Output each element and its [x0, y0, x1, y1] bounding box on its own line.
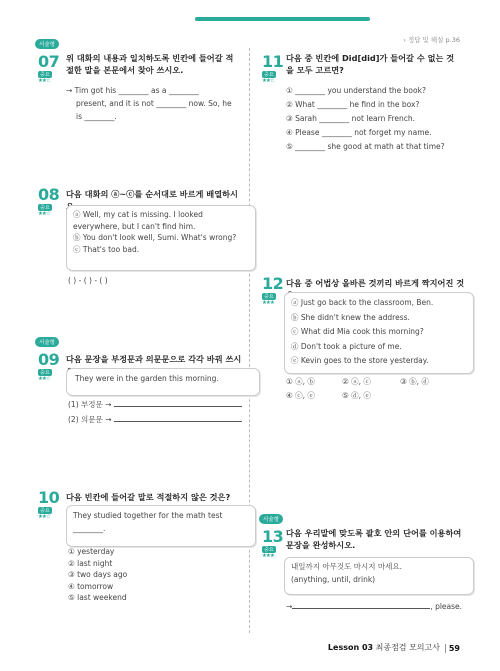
option-1[interactable]: ① yesterday: [68, 547, 115, 556]
options-list: [286, 84, 445, 154]
difficulty-stars: ★★☆: [38, 376, 50, 382]
option-1[interactable]: ① ________ you understand the book?: [286, 86, 426, 95]
option-2[interactable]: ② ⓐ, ⓒ: [342, 377, 371, 386]
question-number: 12: [262, 274, 284, 293]
difficulty-badge: 중요: [264, 547, 274, 553]
difficulty-badge: 중요: [264, 72, 274, 78]
question-text: 다음 중 빈칸에 Did[did]가 들어갈 수 없는 것을 모두 고르면?: [286, 53, 455, 75]
difficulty-badge: 중요: [40, 370, 50, 376]
option-3[interactable]: ③ two days ago: [68, 570, 128, 579]
option-5[interactable]: ⑤ ⓓ, ⓔ: [342, 391, 371, 400]
sentence-box: They were in the garden this morning.: [66, 368, 260, 396]
question-number: 10: [38, 488, 60, 507]
option-1[interactable]: ① ⓐ, ⓑ: [286, 377, 315, 386]
question-number: 07: [38, 52, 60, 71]
answer-area[interactable]: → Tim got his ________ as a ________ present, and it is not ________ now. So, he is ________.: [66, 86, 232, 121]
footer-lesson: Lesson 03 최종점검 모의고사: [327, 643, 440, 652]
question-11: [262, 52, 462, 84]
header-accent-bar: [195, 17, 370, 21]
option-5[interactable]: ⑤ ________ she good at math at that time?: [286, 142, 445, 151]
difficulty-stars: ★★☆: [38, 78, 50, 84]
question-text: 다음 중 어법상 올바른 것끼리 바르게 짝지어진 것: [286, 278, 465, 288]
option-4[interactable]: ④ tomorrow: [68, 581, 114, 591]
difficulty-stars: ★★☆: [262, 78, 274, 84]
prompt-box: 내일까지 아무것도 마시지 마세요. (anything, until, drink): [284, 557, 474, 595]
dialogue-box: ⓐ Well, my cat is missing. I looked everywhere, but I can't find him. ⓑ You don't look well, Sumi. What's wrong? ⓒ That's too bad.: [66, 205, 256, 271]
difficulty-stars: ★★☆: [38, 514, 50, 520]
footer-separator: [445, 644, 446, 653]
question-number: 11: [262, 52, 284, 71]
descriptive-tag: 서술형: [35, 39, 59, 49]
question-text: 다음 문장을 부정문과 의문문으로 각각 바꿔 쓰시: [66, 354, 242, 364]
question-07: [38, 42, 238, 123]
question-text: 다음 대화의 ⓐ~ⓒ를 순서대로 바르게 배열하시: [66, 189, 238, 199]
answer-reference: › 정답 및 해설 p.36: [403, 36, 460, 44]
option-4[interactable]: ④ ⓒ, ⓔ: [286, 391, 315, 400]
answer-line[interactable]: → , please.: [286, 602, 463, 611]
difficulty-stars: ★★★: [262, 553, 274, 559]
option-3[interactable]: ③ ⓑ, ⓓ: [400, 377, 429, 386]
sentences-box: ⓐ Just go back to the classroom, Ben. ⓑ She didn't knew the address. ⓒ What did Mia cook this morning? ⓓ Don't took a picture of me. ⓔ Kevin goes to the store yesterday.: [284, 292, 474, 374]
question-text: 다음 우리말에 맞도록 괄호 안의 단어를 이용하여 문장을 완성하시오.: [286, 528, 462, 550]
question-text: 다음 빈칸에 들어갈 말로 적절하지 않은 것은?: [66, 492, 231, 502]
question-13: [262, 517, 462, 559]
question-10: [38, 488, 248, 520]
sentence-box: They studied together for the math test ________.: [66, 505, 256, 547]
option-5[interactable]: ⑤ last weekend: [68, 593, 127, 602]
difficulty-stars: ★★★: [262, 300, 274, 306]
difficulty-badge: 중요: [40, 508, 50, 514]
option-2[interactable]: ② last night: [68, 558, 113, 568]
question-number: 13: [262, 527, 284, 546]
answer-negative[interactable]: (1) 부정문 →: [68, 398, 242, 410]
difficulty-badge: 중요: [40, 205, 50, 211]
option-4[interactable]: ④ Please ________ not forget my name.: [286, 128, 432, 137]
question-text: 위 대화의 내용과 일치하도록 빈칸에 들어갈 적절한 말을 본문에서 찾아 쓰시오.: [66, 53, 234, 75]
difficulty-stars: ★★☆: [38, 211, 50, 217]
order-answer[interactable]: ( ) - ( ) - ( ): [68, 276, 108, 285]
options-list: [68, 546, 127, 604]
option-2[interactable]: ② What ________ he find in the box?: [286, 100, 420, 109]
difficulty-badge: 중요: [264, 294, 274, 300]
page-number: 59: [448, 644, 460, 653]
difficulty-badge: 중요: [40, 72, 50, 78]
descriptive-tag: 서술형: [35, 337, 59, 347]
option-3[interactable]: ③ Sarah ________ not learn French.: [286, 114, 416, 123]
answer-question[interactable]: (2) 의문문 →: [68, 413, 242, 425]
question-number: 08: [38, 185, 60, 204]
descriptive-tag: 서술형: [259, 514, 283, 524]
question-number: 09: [38, 350, 60, 369]
